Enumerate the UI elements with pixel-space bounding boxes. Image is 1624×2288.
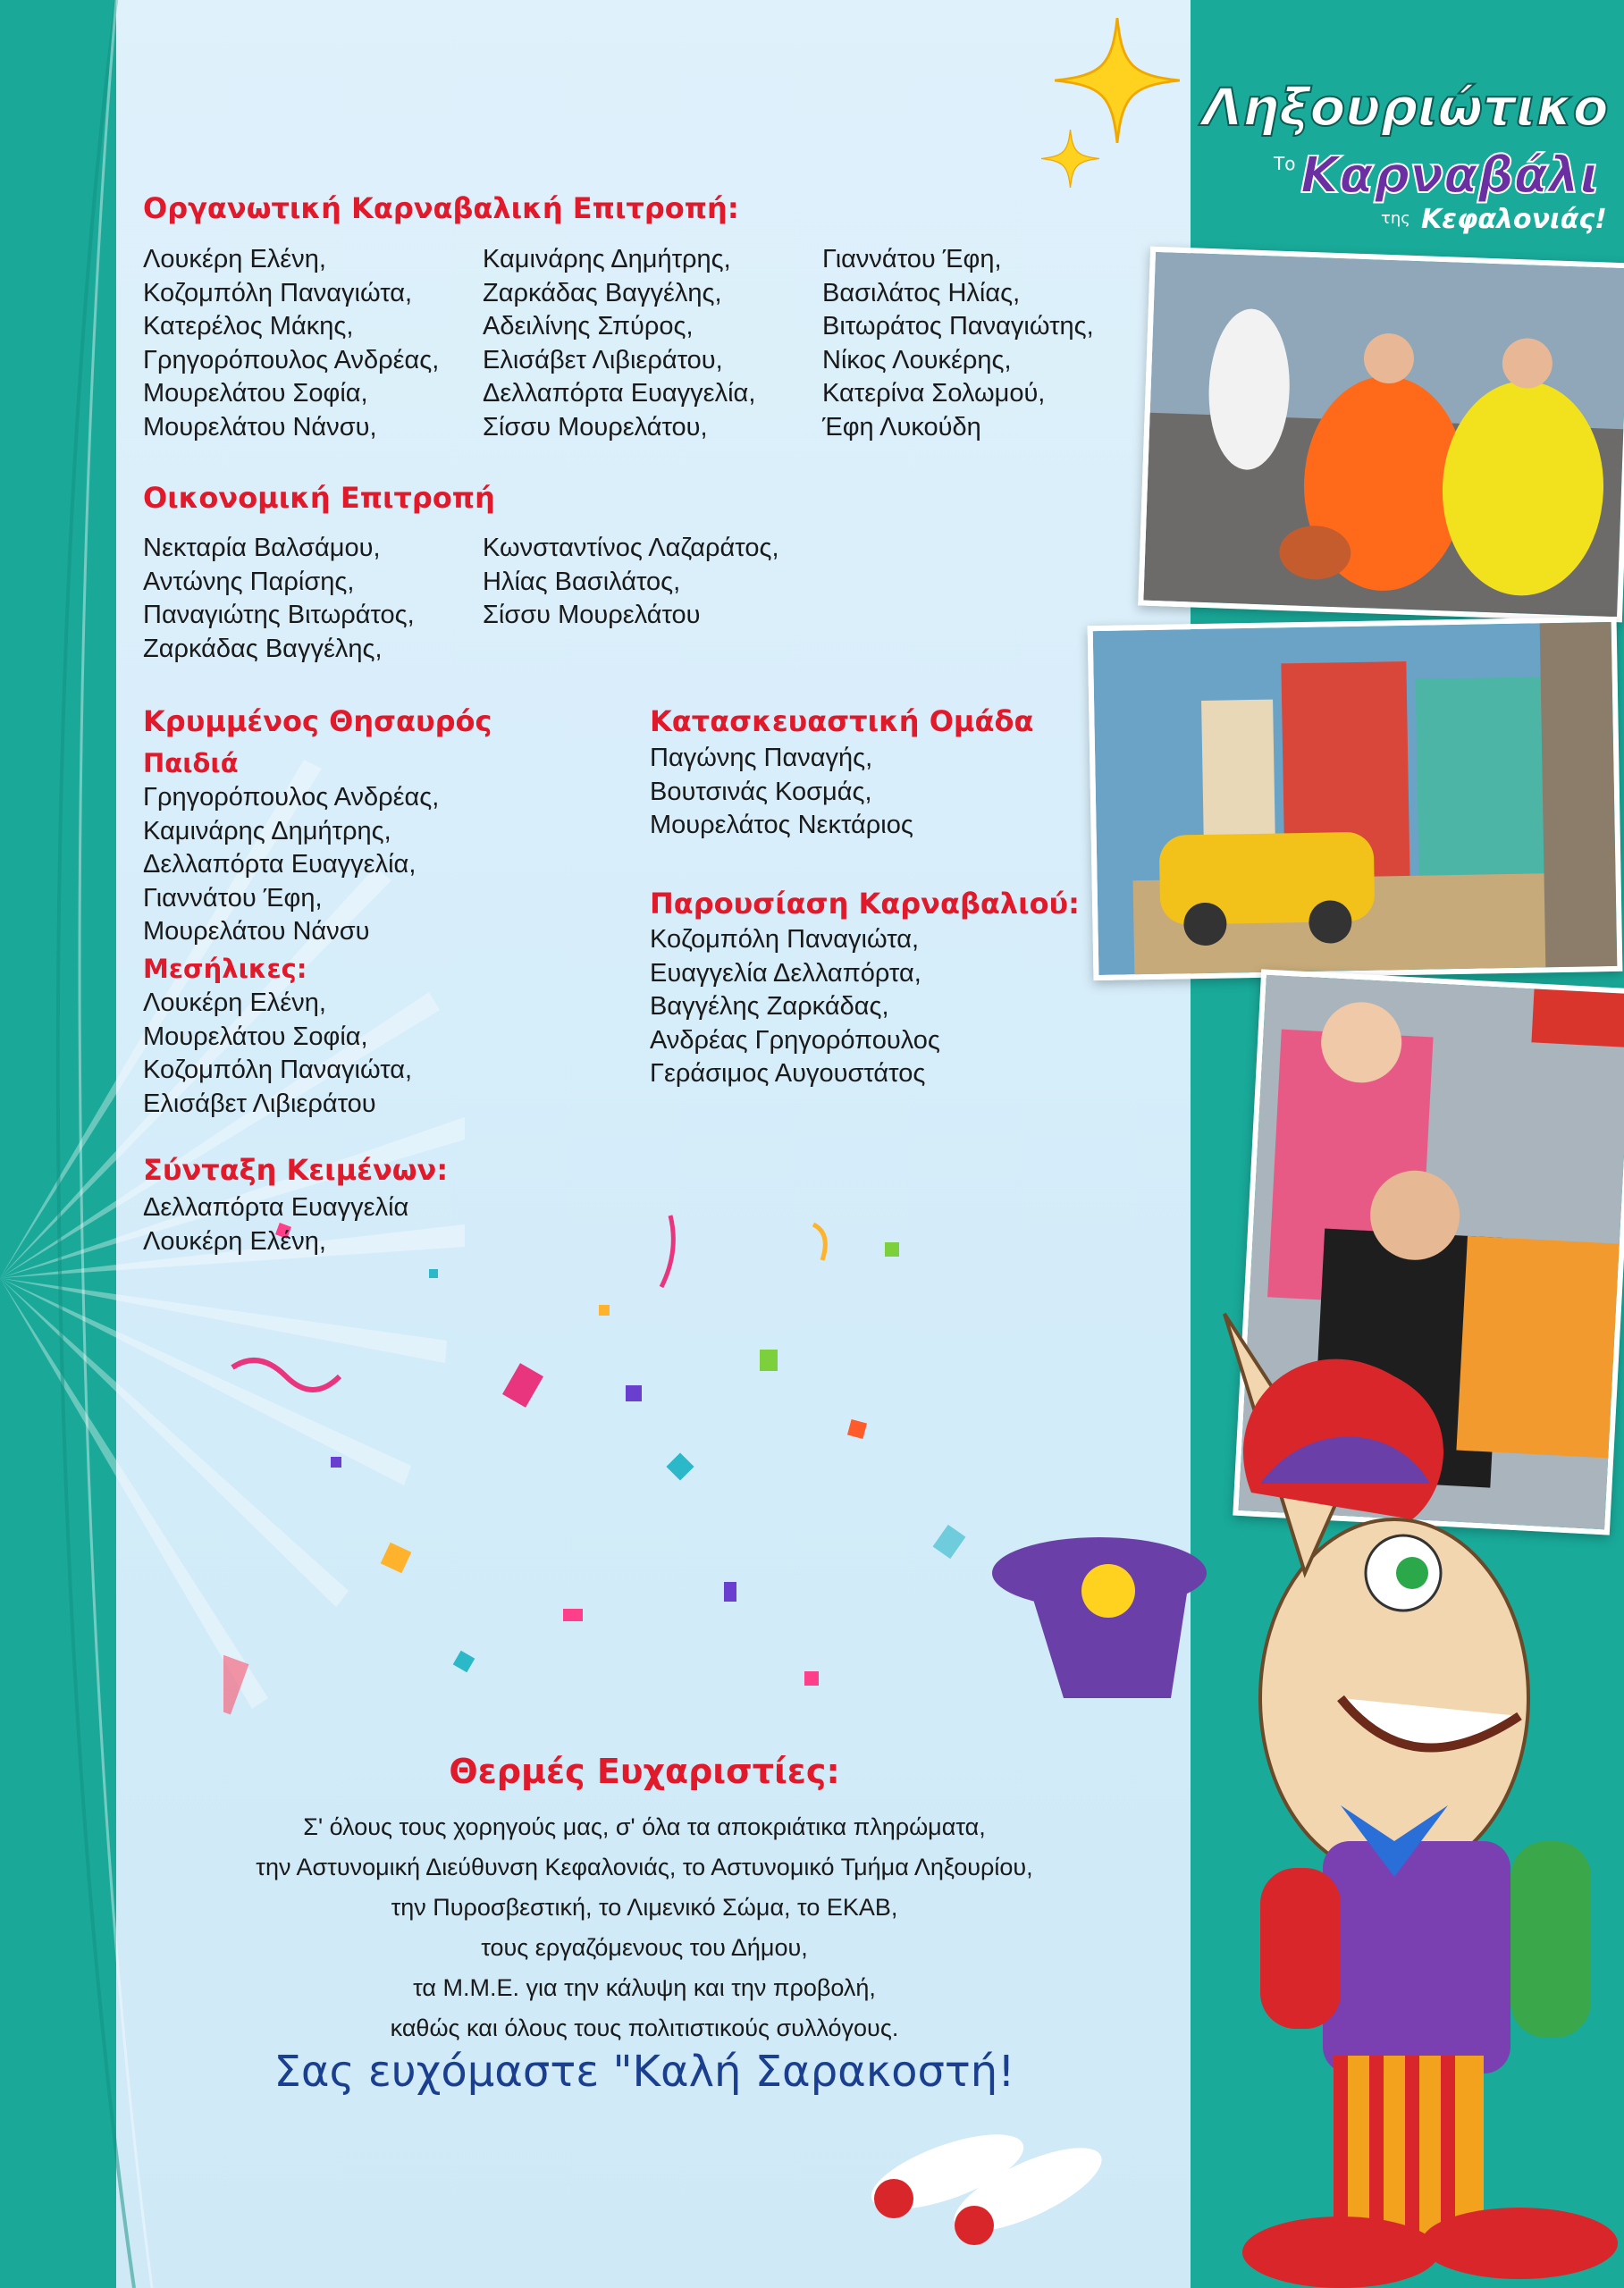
list-item: Ανδρέας Γρηγορόπουλος — [650, 1025, 940, 1055]
photo-havana-float — [1088, 617, 1623, 980]
list-item: Νεκταρία Βαλσάμου, — [143, 534, 381, 562]
financial-committee-heading: Οικονομική Επιτροπή — [143, 481, 495, 515]
organizing-committee-heading: Οργανωτική Καρναβαλική Επιτροπή: — [143, 191, 739, 225]
list-item: Λουκέρη Ελένη, — [143, 988, 326, 1017]
texts-list — [143, 1191, 408, 1258]
star-icon — [1055, 18, 1180, 143]
list-item: Λουκέρη Ελένη, — [143, 245, 326, 273]
list-item: Γρηγορόπουλος Ανδρέας, — [143, 345, 440, 374]
list-item: Παγώνης Παναγής, — [650, 744, 873, 772]
thanks-lines — [116, 1807, 1173, 2048]
list-item: Ηλίας Βασιλάτος, — [483, 567, 681, 596]
list-item: Ζαρκάδας Βαγγέλης, — [143, 634, 383, 663]
hidden-treasure-heading: Κρυμμένος Θησαυρός — [143, 704, 492, 738]
list-item: Κατερέλος Μάκης, — [143, 312, 354, 341]
list-item: Δελλαπόρτα Ευαγγελία, — [483, 379, 756, 408]
list-item: Μουρελάτου Νάνσυ — [143, 917, 370, 946]
list-item: Μουρελάτος Νεκτάριος — [650, 811, 913, 839]
list-item: Κοζομπόλη Παναγιώτα, — [143, 278, 413, 307]
list-item: Νίκος Λουκέρης, — [822, 345, 1012, 374]
adults-label: Μεσήλικες: — [143, 954, 307, 984]
list-item: Βαγγέλης Ζαρκάδας, — [650, 992, 889, 1021]
list-item: Δελλαπόρτα Ευαγγελία, — [143, 850, 417, 879]
thanks-line: τα Μ.Μ.Ε. για την κάλυψη και την προβολή, — [413, 1974, 876, 2001]
list-item: Βιτωράτος Παναγιώτης, — [822, 312, 1094, 341]
list-item: Κατερίνα Σολωμού, — [822, 379, 1046, 408]
jester-donkey-mascot — [840, 1198, 1618, 2288]
list-item: Μουρελάτου Νάνσυ, — [143, 412, 377, 442]
list-item: Ελισάβετ Λιβιεράτου — [143, 1089, 376, 1118]
logo-line3: Κεφαλονιάς! — [1421, 204, 1607, 235]
organizing-col3 — [822, 243, 1094, 444]
thanks-line: τους εργαζόμενους του Δήμου, — [481, 1934, 808, 1961]
list-item: Καμινάρης Δημήτρης, — [483, 245, 731, 273]
construction-list — [650, 742, 913, 843]
list-item: Γιαννάτου Έφη, — [822, 245, 1002, 273]
list-item: Παναγιώτης Βιτωράτος, — [143, 601, 415, 629]
list-item: Βουτσινάς Κοσμάς, — [650, 777, 872, 806]
texts-heading: Σύνταξη Κειμένων: — [143, 1153, 449, 1187]
treasure-kids-list — [143, 781, 439, 949]
list-item: Γρηγορόπουλος Ανδρέας, — [143, 783, 440, 812]
organizing-col2 — [483, 243, 755, 444]
list-item: Γιαννάτου Έφη, — [143, 883, 323, 913]
list-item: Αδειλίνης Σπύρος, — [483, 312, 694, 341]
thanks-line: Σ' όλους τους χορηγούς μας, σ' όλα τα αποκριάτικα πληρώματα, — [303, 1813, 986, 1840]
thanks-line: την Αστυνομική Διεύθυνση Κεφαλονιάς, το Αστυνομικό Τμήμα Ληξουρίου, — [256, 1854, 1033, 1880]
photo-dancers — [1138, 247, 1624, 623]
kids-label: Παιδιά — [143, 748, 239, 778]
list-item: Κοζομπόλη Παναγιώτα, — [650, 925, 920, 954]
list-item: Ελισάβετ Λιβιεράτου, — [483, 345, 723, 374]
thanks-line: την Πυροσβεστική, το Λιμενικό Σώμα, το ΕΚΑΒ, — [391, 1894, 898, 1921]
presentation-heading: Παρουσίαση Καρναβαλιού: — [650, 887, 1080, 921]
list-item: Λουκέρη Ελένη, — [143, 1226, 326, 1256]
list-item: Αντώνης Παρίσης, — [143, 567, 355, 596]
presentation-list — [650, 923, 940, 1091]
logo-line2: Καρναβάλι — [1300, 147, 1600, 205]
lent-wish: Σας ευχόμαστε "Καλή Σαρακοστή! — [273, 2047, 1015, 2097]
list-item: Μουρελάτου Σοφία, — [143, 379, 368, 408]
list-item: Σίσσυ Μουρελάτου, — [483, 412, 708, 442]
list-item: Κοζομπόλη Παναγιώτα, — [143, 1056, 413, 1084]
list-item: Σίσσυ Μουρελάτου — [483, 601, 701, 629]
organizing-col1 — [143, 243, 439, 444]
carnival-logo — [1193, 63, 1613, 241]
list-item: Ευαγγελία Δελλαπόρτα, — [650, 958, 921, 988]
thanks-line: καθώς και όλους τους πολιτιστικούς συλλόγους. — [390, 2015, 899, 2041]
financial-col2 — [483, 532, 779, 633]
list-item: Κωνσταντίνος Λαζαράτος, — [483, 534, 779, 562]
list-item: Βασιλάτος Ηλίας, — [822, 278, 1021, 307]
list-item: Καμινάρης Δημήτρης, — [143, 816, 391, 845]
list-item: Ζαρκάδας Βαγγέλης, — [483, 278, 722, 307]
financial-col1 — [143, 532, 415, 666]
list-item: Δελλαπόρτα Ευαγγελία — [143, 1193, 409, 1222]
list-item: Έφη Λυκούδη — [822, 412, 981, 442]
star-icon — [1041, 130, 1099, 188]
logo-small-to: Το — [1274, 153, 1296, 174]
construction-team-heading: Κατασκευαστική Ομάδα — [650, 704, 1034, 738]
list-item: Μουρελάτου Σοφία, — [143, 1022, 368, 1051]
treasure-adults-list — [143, 987, 412, 1121]
list-item: Γεράσιμος Αυγουστάτος — [650, 1059, 926, 1088]
logo-small-tis: της — [1381, 209, 1410, 228]
thanks-heading: Θερμές Ευχαριστίες: — [449, 1752, 840, 1791]
logo-line1: Ληξουριώτικο — [1202, 77, 1609, 138]
